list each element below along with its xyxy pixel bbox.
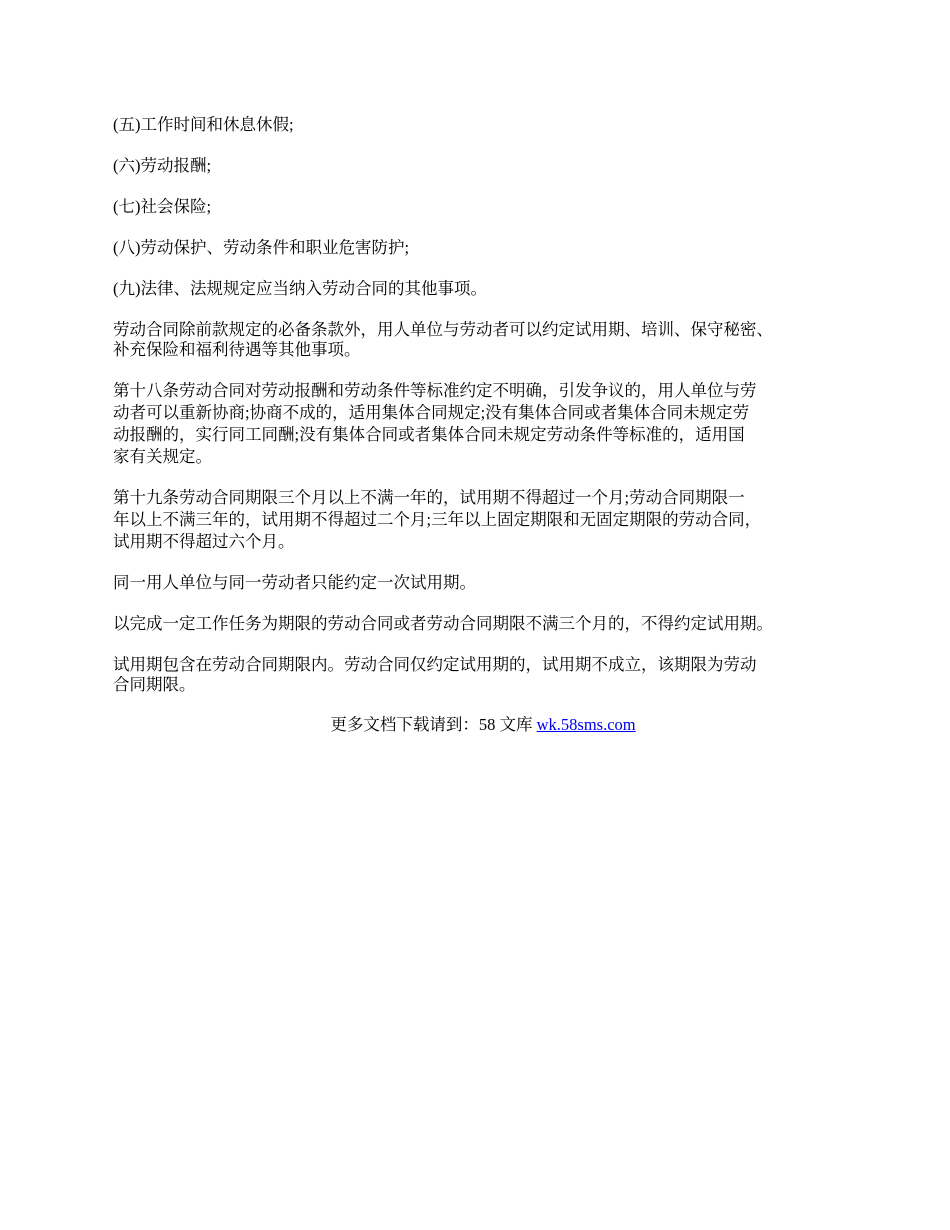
paragraph-line: 动报酬的，实行同工同酬;没有集体合同或者集体合同未规定劳动条件等标准的，适用国: [113, 425, 745, 444]
item-9: (九)法律、法规规定应当纳入劳动合同的其他事项。: [113, 279, 487, 298]
item-5: (五)工作时间和休息休假;: [113, 115, 294, 134]
paragraph-line: 第十八条劳动合同对劳动报酬和劳动条件等标准约定不明确，引发争议的，用人单位与劳: [113, 381, 757, 400]
paragraph-line: 家有关规定。: [113, 447, 212, 466]
paragraph-line: 补充保险和福利待遇等其他事项。: [113, 340, 361, 359]
footer-link[interactable]: wk.58sms.com: [536, 715, 636, 734]
item-7: (七)社会保险;: [113, 197, 212, 216]
paragraph-no-probation: 以完成一定工作任务为期限的劳动合同或者劳动合同期限不满三个月的，不得约定试用期。: [113, 614, 773, 633]
item-6: (六)劳动报酬;: [113, 156, 212, 175]
footer-text: 更多文档下载请到：58 文库: [330, 715, 537, 734]
paragraph-line: 试用期包含在劳动合同期限内。劳动合同仅约定试用期的，试用期不成立，该期限为劳动: [113, 655, 757, 674]
item-8: (八)劳动保护、劳动条件和职业危害防护;: [113, 238, 410, 257]
footer: [113, 715, 853, 735]
paragraph-line: 动者可以重新协商;协商不成的，适用集体合同规定;没有集体合同或者集体合同未规定劳: [113, 403, 750, 422]
paragraph-line: 合同期限。: [113, 675, 196, 694]
paragraph-line: 试用期不得超过六个月。: [113, 532, 295, 551]
paragraph-line: 劳动合同除前款规定的必备条款外，用人单位与劳动者可以约定试用期、培训、保守秘密、: [113, 320, 773, 339]
paragraph-single-probation: 同一用人单位与同一劳动者只能约定一次试用期。: [113, 573, 476, 592]
paragraph-line: 年以上不满三年的，试用期不得超过二个月;三年以上固定期限和无固定期限的劳动合同，: [113, 510, 762, 529]
paragraph-line: 第十九条劳动合同期限三个月以上不满一年的，试用期不得超过一个月;劳动合同期限一: [113, 488, 745, 507]
